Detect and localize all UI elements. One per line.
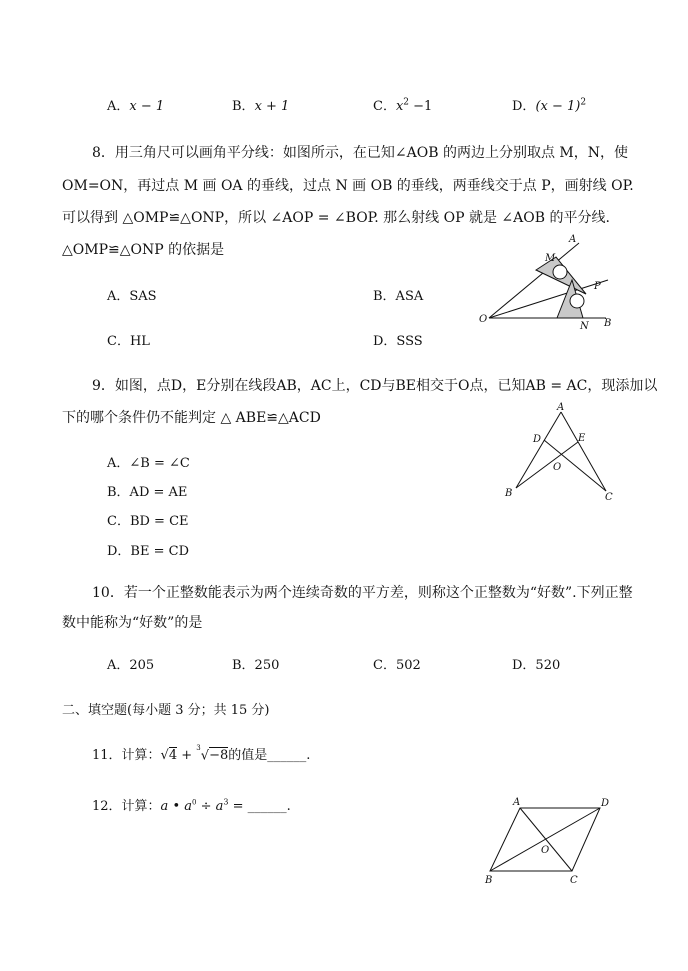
q12-label-o: O bbox=[541, 845, 550, 856]
q9-option-a: A．∠B = ∠C bbox=[107, 456, 190, 471]
q10-line-1: 10．若一个正整数能表示为两个连续奇数的平方差，则称这个正整数为“好数”.下列正整 bbox=[92, 585, 633, 601]
q8-line-3: 可以得到 △OMP≌△ONP，所以 ∠AOP = ∠BOP. 那么射线 OP 就是 ∠AOB 的平分线. bbox=[62, 210, 610, 226]
q12-line: 12．计算：a • $a^0 \div a^3$ = ______. bbox=[92, 797, 291, 814]
q9-option-d: D．BE = CD bbox=[107, 544, 189, 559]
q8-label-a: A bbox=[569, 234, 577, 245]
q9-label-o: O bbox=[553, 462, 562, 473]
q8-label-p: P bbox=[594, 281, 601, 292]
q11-line: 11．计算：√4 + $^3$√−8的值是______. bbox=[92, 743, 311, 763]
q9-label-d: D bbox=[533, 434, 542, 445]
q9-label-c: C bbox=[605, 492, 613, 503]
q12-label-a: A bbox=[513, 797, 521, 808]
q7-option-c: C．$x^2 -1$ bbox=[373, 97, 433, 114]
q9-line-1: 9．如图，点D，E分别在线段AB，AC上，CD与BE相交于O点，已知AB = AC，现添加以 bbox=[92, 378, 658, 394]
q8-option-d: D．SSS bbox=[373, 334, 423, 349]
q7-option-d: D．$(x - 1)^2$ bbox=[512, 97, 587, 114]
q7-option-a: A．x − 1 bbox=[107, 99, 165, 114]
q8-line-1: 8．用三角尺可以画角平分线：如图所示，在已知∠AOB 的两边上分别取点 M，N，使 bbox=[92, 145, 628, 161]
q10-line-2: 数中能称为“好数”的是 bbox=[62, 615, 203, 631]
q10-option-b: B．250 bbox=[232, 658, 280, 673]
q9-figure-triangles bbox=[500, 398, 624, 506]
q9-option-b: B．AD = AE bbox=[107, 485, 188, 500]
q9-label-b: B bbox=[505, 488, 513, 499]
q12-label-d: D bbox=[601, 798, 610, 809]
q9-label-a: A bbox=[557, 402, 565, 413]
q10-option-a: A．205 bbox=[107, 658, 155, 673]
section-2-heading: 二、填空题(每小题 3 分；共 15 分) bbox=[62, 703, 270, 718]
q8-label-m: M bbox=[545, 253, 556, 264]
q9-option-c: C．BD = CE bbox=[107, 514, 189, 529]
q8-line-4: △OMP≌△ONP 的依据是 bbox=[62, 242, 225, 258]
q8-label-n: N bbox=[580, 321, 589, 332]
q8-option-c: C．HL bbox=[107, 334, 150, 349]
q12-label-b: B bbox=[485, 875, 493, 886]
q10-option-d: D．520 bbox=[512, 658, 561, 673]
q9-label-e: E bbox=[578, 433, 586, 444]
q8-label-b: B bbox=[604, 318, 612, 329]
q12-figure-parallelogram bbox=[482, 794, 618, 886]
q8-figure-angle-bisector bbox=[476, 230, 624, 334]
q12-label-c: C bbox=[570, 875, 578, 886]
q8-option-a: A．SAS bbox=[107, 289, 157, 304]
q7-option-b: B．x + 1 bbox=[232, 99, 290, 114]
q8-line-2: OM=ON，再过点 M 画 OA 的垂线，过点 N 画 OB 的垂线，两垂线交于点 P，画射线 OP. bbox=[62, 178, 634, 194]
q9-line-2: 下的哪个条件仍不能判定 △ ABE≌△ACD bbox=[62, 410, 321, 426]
q10-option-c: C．502 bbox=[373, 658, 421, 673]
q8-option-b: B．ASA bbox=[373, 289, 424, 304]
q8-label-o: O bbox=[479, 314, 488, 325]
